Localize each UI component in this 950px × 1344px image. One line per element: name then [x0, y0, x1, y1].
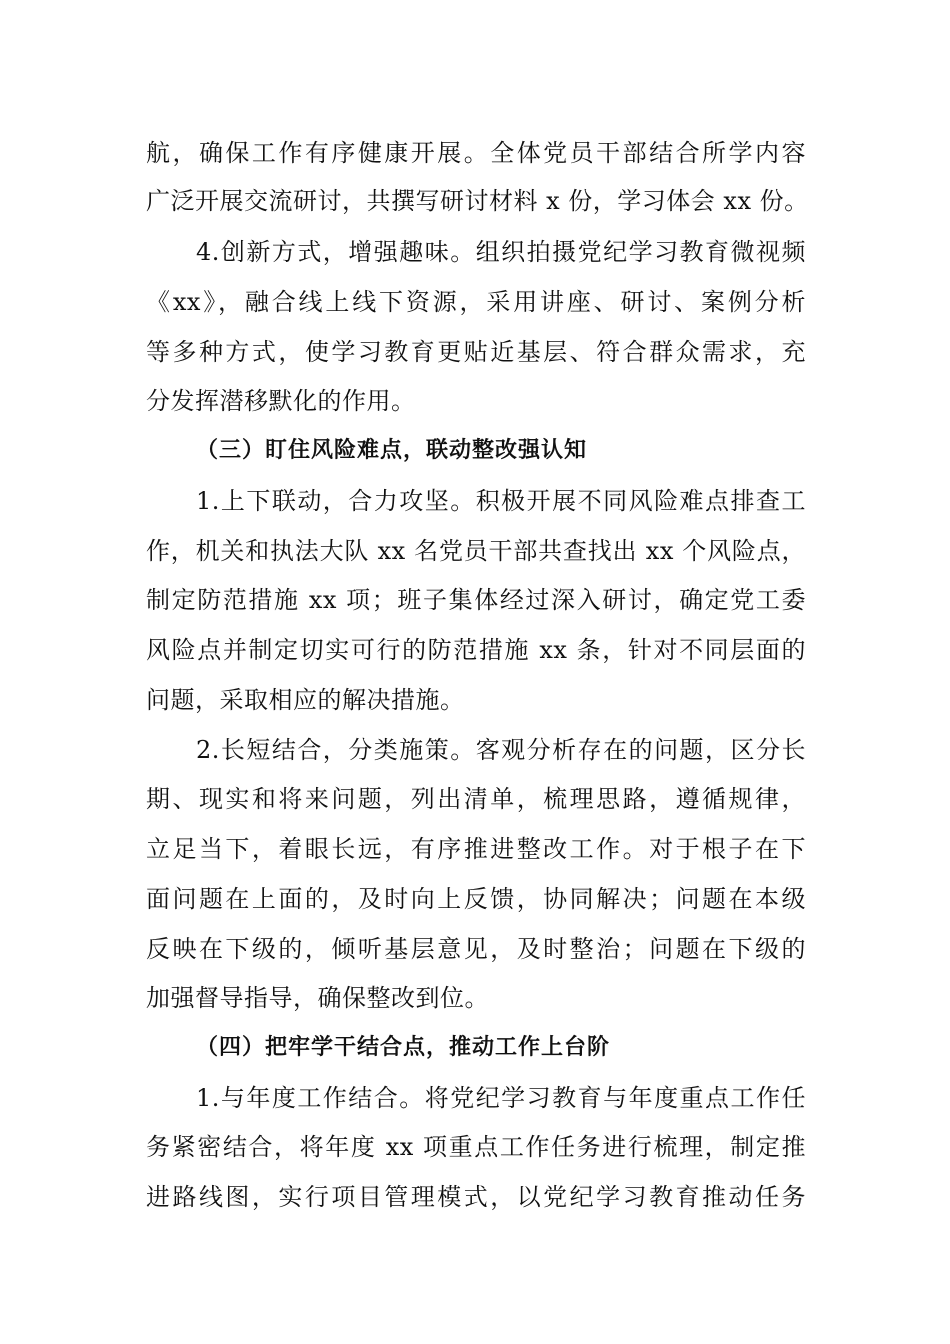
- paragraph-start-line: 1.与年度工作结合。将党纪学习教育与年度重点工作任: [196, 1084, 806, 1112]
- body-text-line: 航，确保工作有序健康开展。全体党员干部结合所学内容: [146, 139, 806, 167]
- paragraph-start-line: 4.创新方式，增强趣味。组织拍摄党纪学习教育微视频: [196, 238, 806, 266]
- body-text-line: 《xx》，融合线上线下资源，采用讲座、研讨、案例分析: [146, 288, 806, 316]
- body-text-line: 面问题在上面的，及时向上反馈，协同解决；问题在本级: [146, 885, 806, 913]
- body-text-line: 问题，采取相应的解决措施。: [146, 686, 465, 714]
- body-text-line: 务紧密结合，将年度 xx 项重点工作任务进行梳理，制定推: [146, 1133, 806, 1161]
- body-text-line: 反映在下级的，倾听基层意见，及时整治；问题在下级的: [146, 935, 806, 963]
- body-text-line: 制定防范措施 xx 项；班子集体经过深入研讨，确定党工委: [146, 586, 806, 614]
- paragraph-start-line: 1.上下联动，合力攻坚。积极开展不同风险难点排查工: [196, 487, 806, 515]
- section-heading-3: （三）盯住风险难点，联动整改强认知: [196, 437, 588, 463]
- body-text-line: 风险点并制定切实可行的防范措施 xx 条，针对不同层面的: [146, 636, 806, 664]
- body-text-line: 进路线图，实行项目管理模式，以党纪学习教育推动任务: [146, 1183, 806, 1211]
- body-text-line: 等多种方式，使学习教育更贴近基层、符合群众需求，充: [146, 338, 806, 366]
- body-text-line: 加强督导指导，确保整改到位。: [146, 984, 489, 1012]
- body-text-line: 作，机关和执法大队 xx 名党员干部共查找出 xx 个风险点，: [146, 537, 806, 565]
- body-text-line: 立足当下，着眼长远，有序推进整改工作。对于根子在下: [146, 835, 806, 863]
- section-heading-4: （四）把牢学干结合点，推动工作上台阶: [196, 1034, 611, 1060]
- body-text-line: 期、现实和将来问题，列出清单，梳理思路，遵循规律，: [146, 785, 806, 813]
- body-text-line: 广泛开展交流研讨，共撰写研讨材料 x 份，学习体会 xx 份。: [146, 187, 809, 215]
- body-text-line: 分发挥潜移默化的作用。: [146, 387, 416, 415]
- paragraph-start-line: 2.长短结合，分类施策。客观分析存在的问题，区分长: [196, 736, 806, 764]
